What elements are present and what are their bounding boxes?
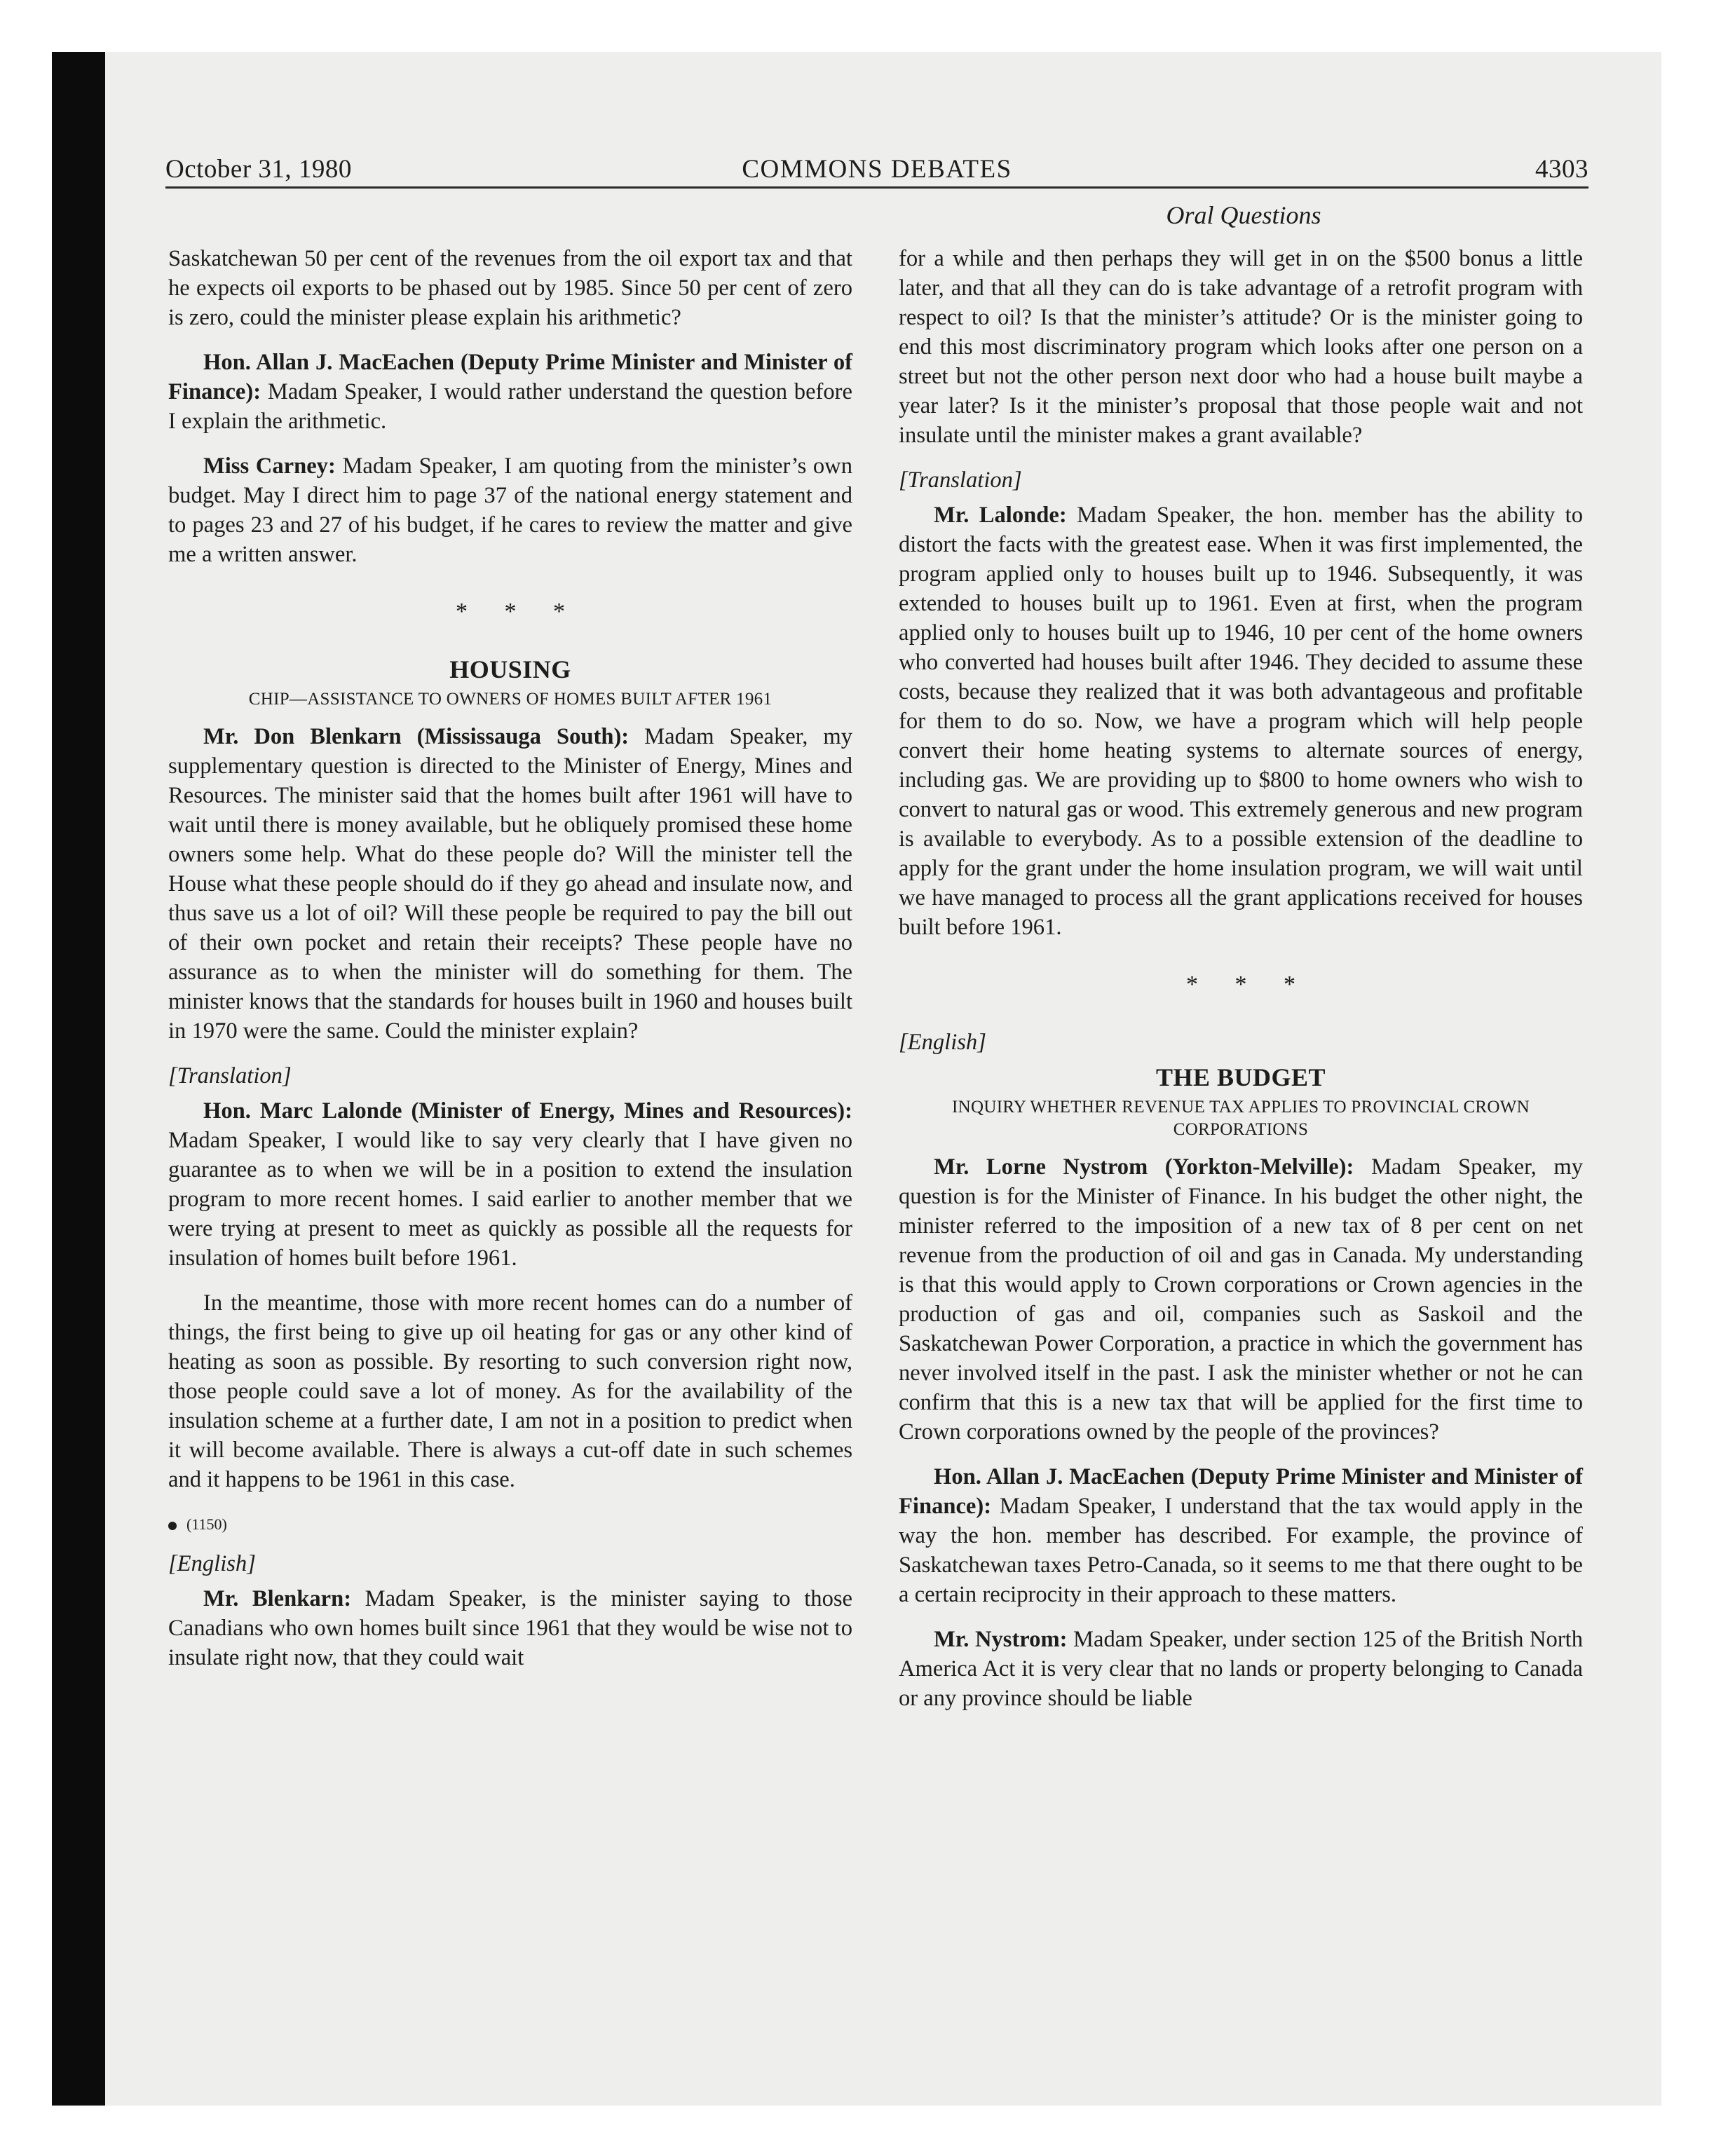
- speaker-name: Mr. Don Blenkarn (Mississauga South):: [203, 724, 630, 749]
- speaker-name: Miss Carney:: [203, 453, 336, 479]
- paragraph: [899, 1462, 1583, 1609]
- speech-text: Madam Speaker, my question is for the Minister of Finance. In his budget the other night, the minister referred to the imposition of a new tax of 8 per cent on net revenue from the production of oil and gas in Canada. My understanding is that this would apply to Crown corporations or Crown agencies in the production of gas and oil, companies such as Saskoil and the Saskatchewan Power Corporation, a practice in which the government has never involved itself in the past. I ask the minister whether or not he can confirm that this is a new tax that will be applied for the first time to Crown corporations owned by the people of the provinces?: [899, 1154, 1583, 1445]
- language-marker: [English]: [168, 1551, 256, 1576]
- section-separator: * * *: [456, 599, 580, 625]
- speech-text: Madam Speaker, I am quoting from the minister’s own budget. May I direct him to page 37 of the national energy statement and to pages 23 and 27 of his budget, if he cares to review the matter and give me a written answer.: [168, 453, 853, 567]
- paragraph: In the meantime, those with more recent homes can do a number of things, the first being to give up oil heating for gas or any other kind of heating as soon as possible. By resorting to such conversion right now, those people could save a lot of money. As for the availability of the insulation scheme at a further date, I am not in a position to predict when it will become available. There is always a cut-off date in such schemes and it happens to be 1961 in this case.: [168, 1290, 852, 1492]
- speech-text: Madam Speaker, I would rather understand the question before I explain the arithmetic.: [168, 379, 852, 434]
- speaker-name: Hon. Allan J. MacEachen (Deputy Prime Minister and Minister of Finance):: [899, 1464, 1583, 1519]
- language-marker: [English]: [899, 1030, 986, 1055]
- header-rule: [165, 186, 1588, 189]
- speaker-name: Mr. Lorne Nystrom (Yorkton-Melville):: [934, 1154, 1354, 1180]
- time-stamp-text: (1150): [186, 1515, 227, 1533]
- speech-text: Madam Speaker, under section 125 of the British North America Act it is very clear that no lands or property belonging to Canada or any province should be liable: [899, 1627, 1584, 1711]
- header-page-number: 4303: [1535, 155, 1588, 184]
- section-separator: * * *: [1186, 971, 1311, 997]
- paragraph: [899, 1152, 1583, 1447]
- section-subheading: CHIP—ASSISTANCE TO OWNERS OF HOMES BUILT AFTER 1961: [248, 690, 773, 709]
- bullet-dot-icon: [168, 1522, 177, 1530]
- speech-text: Madam Speaker, my supplementary question is directed to the Minister of Energy, Mines and Resources. The minister said that the homes built after 1961 will have to wait until there is money available, but he obliquely promised these home owners some help. What do these people do? Will the minister tell the House what these people should do if they go ahead and insulate now, and thus save us a lot of oil? Will these people be required to pay the bill out of their own pocket and retain their receipts? These people have no assurance as to when the minister will do something for them. The minister knows that the standards for houses built in 1960 and houses built in 1970 were the same. Could the minister explain?: [168, 724, 853, 1044]
- paragraph: for a while and then perhaps they will get in on the $500 bonus a little later, and that all they can do is take advantage of a retrofit program with respect to oil? Is that the minister’s attitude? Or is the minister going to end this most discriminatory program which looks after one person on a street but not the other person next door who had a house built maybe a year later? Is it the minister’s proposal that those people wait and not insulate until the minister makes a grant available?: [899, 246, 1583, 448]
- speech-text: Madam Speaker, is the minister saying to those Canadians who own homes built since 1961 that they would be wise not to insulate right now, that they could wait: [168, 1586, 852, 1670]
- right-column: [899, 244, 1583, 1728]
- speech-text: Madam Speaker, I would like to say very clearly that I have given no guarantee as to when we will be in a position to extend the insulation program to more recent homes. I said earlier to another member that we were trying at present to meet as quickly as possible all the requests for insulation of homes built before 1961.: [168, 1128, 852, 1271]
- language-marker: [Translation]: [168, 1063, 292, 1089]
- time-stamp: [168, 1510, 852, 1539]
- speaker-name: Mr. Lalonde:: [934, 503, 1067, 528]
- speech-text: Madam Speaker, the hon. member has the ability to distort the facts with the greatest ease. When it was first implemented, the program applied only to houses built up to 1946. Subsequently, it was extended to houses built up to 1961. Even at first, when the program applied only to houses built up to 1946, 10 per cent of the home owners who converted had houses built after 1946. They decided to assume these costs, because they realized that it was both advantageous and profitable for them to do so. Now, we have a program which will help people convert their home heating systems to alternate sources of energy, including gas. We are providing up to $800 to home owners who wish to convert to natural gas or wood. This extremely generous and new program is available to everybody. As to a possible extension of the deadline to apply for the grant under the home insulation program, we will wait until we have managed to process all the grant applications received for houses built before 1961.: [899, 503, 1583, 940]
- running-head: [165, 150, 1588, 189]
- speech-text: Madam Speaker, I understand that the tax would apply in the way the hon. member has described. For example, the province of Saskatchewan taxes Petro-Canada, so it seems to me that there ought to be a certain reciprocity in their approach to these matters.: [899, 1494, 1583, 1607]
- binding-edge-shadow: [52, 52, 105, 2106]
- paragraph: [168, 451, 852, 569]
- speaker-name: Mr. Blenkarn:: [203, 1586, 352, 1611]
- paragraph: [168, 348, 852, 436]
- paragraph: [168, 722, 852, 1046]
- paragraph: [899, 500, 1583, 942]
- paragraph: [899, 1625, 1583, 1713]
- section-label: Oral Questions: [1166, 201, 1321, 229]
- section-heading: HOUSING: [449, 655, 571, 683]
- speaker-name: Mr. Nystrom:: [934, 1627, 1068, 1652]
- paragraph: [168, 1584, 852, 1672]
- section-subheading: INQUIRY WHETHER REVENUE TAX APPLIES TO PROVINCIAL CROWN CORPORATIONS: [952, 1098, 1530, 1139]
- paragraph: Saskatchewan 50 per cent of the revenues from the oil export tax and that he expects oil exports to be phased out by 1985. Since 50 per cent of zero is zero, could the minister please explain his arithmetic?: [168, 246, 852, 330]
- header-journal-title: COMMONS DEBATES: [742, 155, 1012, 184]
- language-marker: [Translation]: [899, 468, 1022, 493]
- header-date: October 31, 1980: [165, 155, 352, 184]
- paragraph: [168, 1096, 852, 1273]
- speaker-name: Hon. Marc Lalonde (Minister of Energy, Mines and Resources):: [203, 1098, 852, 1124]
- speaker-name: Hon. Allan J. MacEachen (Deputy Prime Minister and Minister of Finance):: [168, 350, 852, 404]
- left-column: [168, 244, 852, 1688]
- section-heading: THE BUDGET: [1155, 1063, 1326, 1091]
